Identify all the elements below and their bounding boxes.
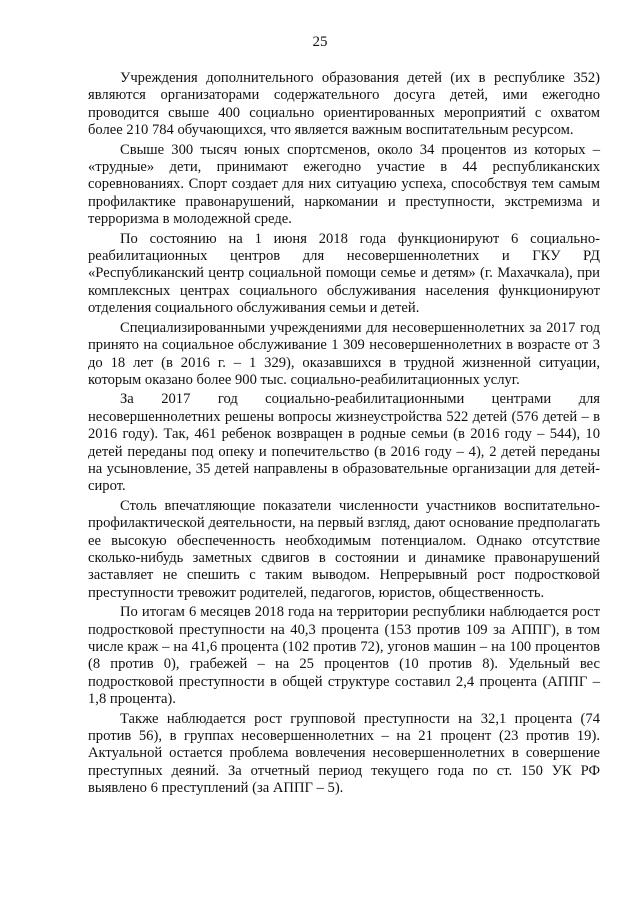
paragraph-rehabilitation-centers: По состоянию на 1 июня 2018 года функционируют 6 социально-реабилитационных центров для несовершеннолетних и ГКУ РД «Республиканский центр социальной помощи семье и детям» (г. Махачкала), при комплексных центрах социального обслуживания населения функционируют отделения социального обслуживания семьи и детей. (88, 230, 600, 317)
paragraph-juvenile-crime: По итогам 6 месяцев 2018 года на территории республики наблюдается рост подростковой преступности на 40,3 процента (153 против 109 за АППГ), в том числе краж – на 41,6 процента (102 против 72), угонов машин – на 100 процентов (8 против 0), грабежей – на 25 процентов (10 против 8). Удельный вес подростковой преступности в общей структуре составил 2,4 процента (АППГ – 1,8 процента). (88, 604, 600, 708)
paragraph-specialized-institutions: Специализированными учреждениями для несовершеннолетних за 2017 год принято на социальное обслуживание 1 309 несовершеннолетних в возрасте от 3 до 18 лет (в 2016 г. – 1 329), оказавшихся в трудной жизненной ситуации, которым оказано более 900 тыс. социально-реабилитационных услуг. (88, 319, 600, 388)
paragraph-prevention-indicators: Столь впечатляющие показатели численности участников воспитательно-профилактической деятельности, на первый взгляд, дают основание предполагать ее высокую обеспеченность необходимым потенциалом. Однако отсутствие сколько-нибудь заметных сдвигов в состоянии и динамике правонарушений заставляет не спешить с таким выводом. Непрерывный рост подростковой преступности тревожит родителей, педагогов, юристов, общественность. (88, 497, 600, 601)
page-number: 25 (312, 34, 328, 50)
paragraph-sports: Свыше 300 тысяч юных спортсменов, около 34 процентов из которых – «трудные» дети, принимают ежегодно участие в 44 республиканских соревнованиях. Спорт создает для них ситуацию успеха, способствуя тем самым профилактике правонарушений, наркомании и преступности, экстремизма и терроризма в молодежной среде. (88, 141, 600, 228)
page-body (88, 70, 600, 798)
paragraph-group-crime: Также наблюдается рост групповой преступности на 32,1 процента (74 против 56), в группах несовершеннолетних – на 21 процент (23 против 19). Актуальной остается проблема вовлечения несовершеннолетних в совершение преступных деяний. За отчетный период текущего года по ст. 150 УК РФ выявлено 6 преступлений (за АППГ – 5). (88, 710, 600, 797)
paragraph-extracurricular-education: Учреждения дополнительного образования детей (их в республике 352) являются организаторами содержательного досуга детей, ими ежегодно проводится свыше 400 социально ориентированных мероприятий с охватом более 210 784 обучающихся, что является важным воспитательным ресурсом. (88, 70, 600, 139)
paragraph-child-placement: За 2017 год социально-реабилитационными центрами для несовершеннолетних решены вопросы жизнеустройства 522 детей (576 детей – в 2016 году). Так, 461 ребенок возвращен в родные семьи (в 2016 году – 544), 10 детей переданы под опеку и попечительство (в 2016 году – 4), 2 детей переданы на усыновление, 35 детей направлены в образовательные организации для детей-сирот. (88, 391, 600, 495)
